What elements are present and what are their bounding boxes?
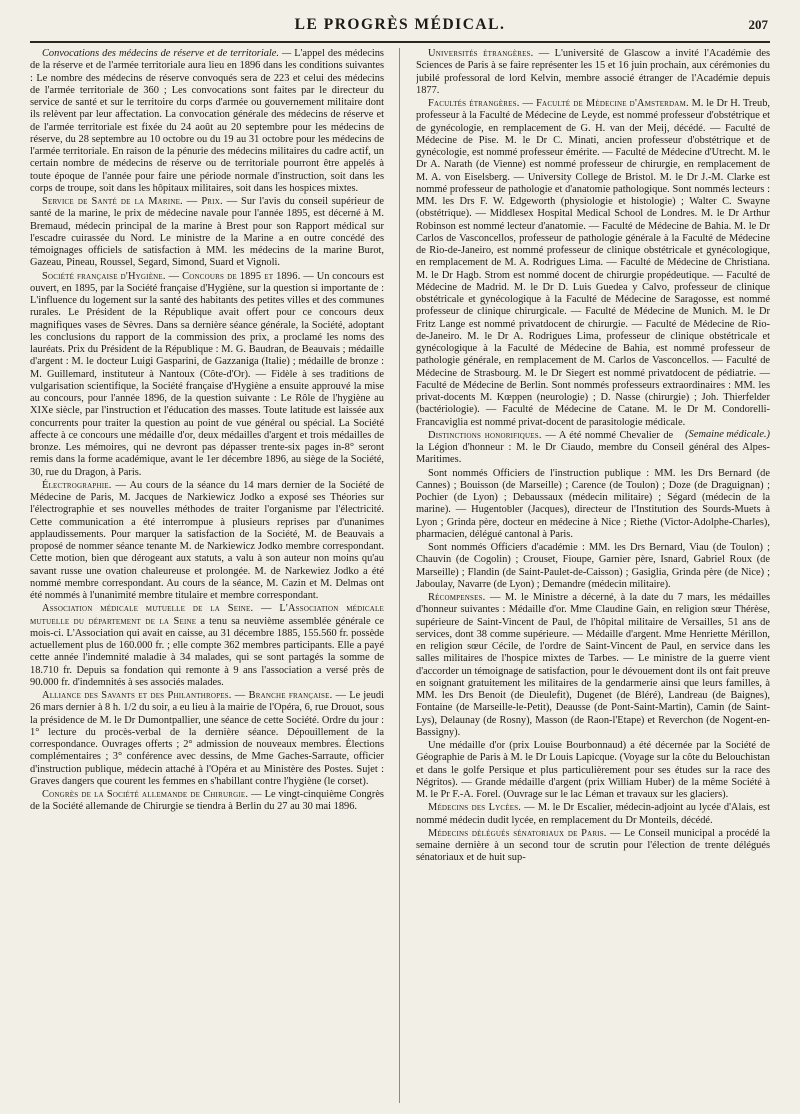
right-column — [416, 48, 770, 1103]
article-association-mutuelle — [30, 603, 384, 689]
article-body: Le vingt-cinquième Congrès de la Société allemande de Chirurgie se tiendra à Berlin du 27 au 30 mai 1896. — [30, 789, 384, 813]
article-sante-marine — [30, 196, 384, 270]
article-body: Sont nommés Officiers de l'instruction publique : MM. les Drs Bernard (de Cannes) ; Bouisson (de Marseille) ; Carence (de Toulon) ; Doze (de Draguignan) ; Pochier (de Lyon) ; Debaussaux (médecin militaire) ; Ségard (médecin de la marine). — Hugentobler (Jacques), directeur de l'Institution des Sourds-Muets à Lyon ; Grinda père, docteur en médecine à Nice ; Riethe (Victor-Adolphe-Charles), pharmacien, délégué cantonal à Paris. — [416, 467, 770, 540]
article-heading: Médecins délégués sénatoriaux de Paris. — — [428, 827, 621, 839]
article-body: A été nommé Chevalier de la Légion d'honneur : M. le Dr Ciaudo, membre du Conseil général des Alpes-Maritimes. — [416, 429, 770, 466]
article-heading: Facultés étrangères. — Faculté de Médecine d'Amsterdam. — [428, 98, 689, 109]
article-body: L'université de Glascow a invité l'Académie des Sciences de Paris à se faire représenter les 15 et 16 juin prochain, aux cérémonies du jubilé professoral de lord Kelvin, membre associé étranger de l'Académie depuis 1877. — [416, 48, 770, 96]
article-heading: Médecins des Lycées. — — [428, 802, 535, 814]
article-heading: Récompenses. — — [428, 592, 501, 603]
article-heading: Société française d'Hygiène. — Concours de 1895 et 1896. — — [42, 270, 315, 282]
column-divider — [399, 48, 400, 1103]
article-heading: Service de Santé de la Marine. — Prix. — — [42, 196, 238, 207]
article-heading: Convocations des médecins de réserve et de territoriale. — — [42, 48, 292, 59]
header-rule — [30, 41, 770, 43]
article-body: Le jeudi 26 mars dernier à 8 h. 1/2 du soir, a eu lieu à la mairie de l'Opéra, 6, rue Drouot, sous la présidence de M. le Dr Dumontpallier, une séance de cette Société. Ordre du jour : 1° lecture du procès-verbal de la dernière séance. Dépouillement de la correspondance. Ouvrages offerts ; 2° admission de nouveaux membres. Élections complémentaires ; 3° conférence avec dessins, de Mme Gaches-Sarraute, officier d'instruction publique, médecin attaché à l'Opéra et au Ministère des Postes. Sujet : Graves dangers que courent les femmes en s'habillant contre l'hygiène (le corset). — [30, 690, 384, 787]
article-congres-chirurgie — [30, 789, 384, 814]
left-column — [30, 48, 384, 1103]
article-body: Une médaille d'or (prix Louise Bourbonnaud) a été décernée par la Société de Géographie de Paris à M. le Dr Louis Lapicque. (Voyage sur la côte du Belouchistan et dans le golfe Persique et plus particulièrement pour ses études sur la race des Négritos). — Grande médaille d'argent (prix William Huber) de la même Société à M. le Pr F.-A. Forel. (Ouvrage sur le lac Léman et travaux sur les glaciers). — [416, 740, 770, 800]
article-medecins-lycees — [416, 802, 770, 827]
article-heading: Alliance des Savants et des Philanthropes. — Branche française. — — [42, 690, 347, 701]
article-heading: Distinctions honorifiques. — — [428, 429, 556, 441]
source-citation: (Semaine médicale.) — [685, 428, 770, 440]
article-heading: Électrographie. — — [42, 479, 127, 491]
page-number: 207 — [748, 17, 768, 32]
article-delegues-senatoriaux — [416, 828, 770, 865]
journal-title: LE PROGRÈS MÉDICAL. — [294, 16, 506, 33]
article-body: L'appel des médecins de la réserve et de l'armée territoriale aura lieu en 1896 dans les conditions suivantes : Le nombre des médecins de réserve convoqués sera de 223 et celui des médecins de l'armée territoriale de 360 ; Les convocations sont faites par le directeur du service de santé et sur le territoire du corps d'armée ou gouvernement militaire dont ils relèvent par leur affectation. La convocation générale des médecins de réserve et de l'armée territoriale est fixée du 24 août au 20 septembre pour les médecins de réserve, du 28 septembre au 10 octobre ou du 19 au 31 octobre pour les médecins de l'armée territoriale. En raison de la pénurie des médecins militaires du cadre actif, un certain nombre de médecins de réserve ou de territoriale pourront être appelés à toute époque de l'année pour faire une période normale d'instruction, soit dans les corps de troupe, soit dans les hôpitaux militaires, soit dans les hospices mixtes. — [30, 48, 384, 194]
article-societe-hygiene — [30, 271, 384, 479]
article-recompenses — [416, 592, 770, 739]
article-body: Sur l'avis du conseil supérieur de santé de la marine, le prix de médecine navale pour l'année 1895, est décerné à M. Bremaud, médecin principal de la marine à Brest pour son Rapport médical sur l'escadre cuirassée du Nord. Le ministre de la Marine a en outre concédé des témoignages officiels de satisfaction à MM. les médecins de la marine Burot, Gazeau, Pineau, Roussel, Segard, Simond, Suard et Vignoli. — [30, 196, 384, 269]
article-body: M. le Dr Escalier, médecin-adjoint au lycée d'Alais, est nommé médecin dudit lycée, en remplacement du Dr Monteils, décédé. — [416, 802, 770, 826]
article-officiers-academie — [416, 542, 770, 591]
article-heading: Congrès de la Société allemande de Chirurgie. — — [42, 789, 262, 800]
article-convocations — [30, 48, 384, 195]
article-body: a tenu sa neuvième assemblée générale ce mois-ci. L'Association qui avait en caisse, au 31 décembre 1885, 155.560 fr. possède actuellement plus de 160.000 fr. ; elle compte 362 membres participants. Elle a payé cette année l'indemnité maladie à 34 malades, qui se sont partagés la somme de 18.710 fr. Depuis sa fondation qui remonte à 9 ans l'association a versé près de 90.000 fr. d'indemnités à ses associés malades. — [30, 615, 384, 688]
article-alliance-savants — [30, 690, 384, 788]
article-universites — [416, 48, 770, 97]
article-body: Au cours de la séance du 14 mars dernier de la Société de Médecine de Paris, M. Jacques de Narkiewicz Jodko a exposé ses Théories sur l'électrographie et ses nouvelles méthodes de traiter l'organisme par l'électricité. Cette communication a été interrompue à plusieurs reprises par d'unanimes applaudissements. Pour marquer la satisfaction de la Société, M. de Beauvais a proposé de nommer séance tenante M. de Narkiewicz Jodko membre correspondant. Cette motion, bien que dérogeant aux statuts, a valu à son auteur non moins qu'au savant russe une ovation chaleureuse et prolongée. M. de Narkewiez Jodko a été nommé membre correspondant. Au cours de la séance, M. Cazin et M. Delmas ont été nommés à l'unanimité membre titulaire et membre correspondant. — [30, 479, 384, 601]
article-body: Un concours est ouvert, en 1895, par la Société française d'Hygiène, sur la question si importante de : L'influence du logement sur la santé des habitants des petites villes et des communes rurales. Le Président de la République avait offert pour ce concours deux magnifiques vases de Sèvres. Dans sa dernière séance générale, la Société, adoptant les conclusions du rapport de la commission des prix, a proclamé les noms des lauréats. Prix du Président de la République : M. G. Baudran, de Beauvais ; médaille d'argent : M. le docteur Luigi Gasparini, de Gazzaniga (Italie) ; médaille de bronze : M. Guillemard, instituteur à Nantoux (Côte-d'Or). — Fidèle à ses traditions de vulgarisation scientifique, la Société française d'Hygiène a ensuite approuvé la mise au concours, pour l'année 1896, de la question suivante : Le Rôle de l'hygiène au XIXe siècle, par l'instruction et l'éducation des masses. Toute latitude est laissée aux concurrents pour traiter la question au point de vue général ou spécial. La Société affecte à ce concours une médaille d'or, deux médailles d'argent et trois médailles de bronze. Les mémoires, qui ne devront pas dépasser trente-six pages in-8° seront remis dans la forme académique, avant le 1er décembre 1896, au siège de la Société, 30, rue du Dragon, à Paris. — [30, 270, 384, 478]
article-body: Le Conseil municipal a procédé la semaine dernière à un second tour de scrutin pour l'élection de trente délégués sénatoriaux et de huit sup- — [416, 827, 770, 864]
page-header — [30, 14, 770, 38]
article-body: M. le Ministre a décerné, à la date du 7 mars, les médailles d'honneur suivantes : Médaille d'or. Mme Claudine Gain, en religion sœur Thérèse, supérieure de Saint-Vincent de Paul, de l'hôpital militaire de Versailles, 51 ans de services, dont 38 comme supérieure. — Médaille d'argent. Mme Henriette Mérillon, en religion sœur Cécile, de l'ordre de Saint-Vincent de Paul, en service dans les salles militaires de l'hospice mixtes de Tarbes. — Le ministre de la guerre vient d'accorder un témoignage de satisfaction, pour le dévouement dont ils ont fait preuve en soignant gratuitement les militaires de la gendarmerie ainsi que leurs familles, à MM. les Drs Benoit (de Dieulefit), Dugenet (de Bléré), Landreau (de Baignes), Fontaine (de Marseille-le-Petit), Deausse (de Pont-Saint-Martin), Camin (de Saint-Lys), Delaunay (de Rosny), Masson (de Raon-l'Etape) et Reverchon (de Nogent-en-Bassigny). — [416, 592, 770, 738]
article-body: M. le Dr H. Treub, professeur à la Faculté de Médecine de Leyde, est nommé professeur d'obstétrique et de gynécologie, en remplacement de G. H. van der Meij, décédé. — Faculté de Médecine de Pise. M. le Dr C. Minati, ancien professeur d'obstétrique et de gynécologie, est nommé professeur émérite. — Faculté de Médecine d'Utrecht. M. le Dr A. Narath (de Vienne) est nommé professeur de chirurgie, en remplacement de M. A. von Eiselsberg. — University College de Bristol. M. le Dr J.-M. Clarke est nommé professeur de pathologie et d'anatomie pathologique. Sont nommés lecteurs : MM. les Drs F. W. Edgeworth (physiologie et histologie) ; Walter C. Swayne (obstétrique). — Middlesex Hospital Medical School de Londres. M. le Dr Arthur Robinson est nommé lecteur d'anatomie. — Faculté de Médecine de Bahia. M. le Dr Carlos de Vasconcellos, professeur de pathologie générale à la Faculté de Médecine de Rio-de-Janeiro, est nommé professeur de clinique obstétricale et gynécologique, en remplacement de M. A. Rodrigues Lima. — Faculté de Médecine de Christiana. M. le Dr Hagb. Strom est nommé docent de chirurgie propédeutique. — Faculté de Médecine de Madrid. M. le Dr D. Luis Guedea y Calvo, professeur de clinique obstétricale et gynécologique à la Faculté de Médecine de Saragosse, est nommé professeur de clinique chirurgicale. — Faculté de Médecine de Munich. M. le Dr Fritz Lange est nommé privatdocent de chirurgie. — Faculté de Médecine de Rio-de-Janeiro. M. le Dr A. Rodrigues Lima, professeur de clinique obstétricale et gynécologique à la Faculté de Médecine de Bahia, est nommé professeur de pathologie générale, en remplacement de M. Carlos de Vasconcellos. — Faculté de Médecine de Strasbourg. M. le Dr Siegert est nommé privatdocent de pédiatrie. — Faculté de Médecine de Berlin. Sont nommés professeurs extraordinaires : MM. les privat-docents M. Kœppen (neurologie) ; D. Nasse (chirurgie) ; Joh. Thierfelder (bactériologie). — Faculté de Médecine de Catane. M. le Dr M. Condorelli-Francaviglia est nommé privat-docent de parasitologie médicale. — [416, 98, 770, 428]
article-officiers-instruction — [416, 468, 770, 542]
article-medaille-geographie — [416, 740, 770, 801]
article-electrographie — [30, 480, 384, 603]
article-body: Sont nommés Officiers d'académie : MM. les Drs Bernard, Viau (de Toulon) ; Chauvin (de Cogolin) ; Crouset, Fioupe, Garnier père, Isnard, Gabriel Roux (de Marseille) ; Flandin (de Saint-Paulet-de-Caisson) ; Gasiglia, Grinda père (de Nice) ; Jaboulay, Navarre (de Lyon) ; Demandre (médecin militaire). — [416, 542, 770, 590]
article-heading: Universités étrangères. — — [428, 48, 550, 59]
article-heading: Association médicale mutuelle de la Seine. — L'Association médicale mutuelle du département de la Seine — [30, 603, 384, 627]
